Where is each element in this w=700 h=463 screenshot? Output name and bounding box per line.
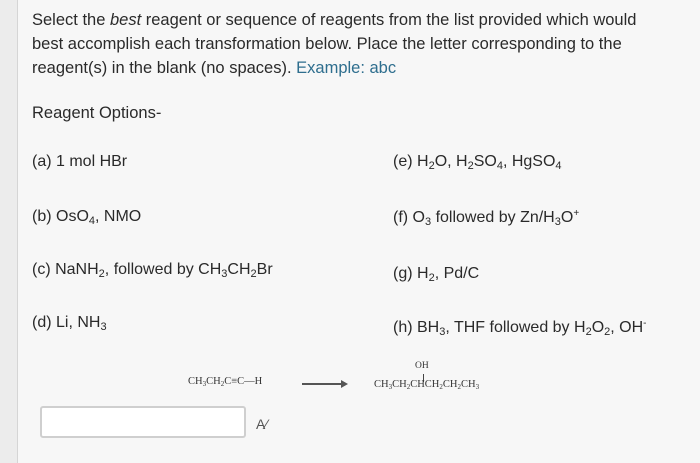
spellcheck-icon[interactable]: A⁄ [256,416,268,432]
option-a: (a) 1 mol HBr [32,153,128,170]
option-b: (b) OsO$_4$, NMO [32,208,142,227]
option-c: (c) NaNH$_2$, followed by $CH_3CH_2Br$ [32,261,273,280]
answer-input[interactable] [40,406,246,438]
product-structure: $CH_3CH_2CHCH_2CH_2CH_3$ [374,379,480,391]
product-oh-label: OH [415,361,429,371]
question-text: Select the best reagent or sequence of reagents from the list provided which would best accomplish each transformation below. Place the letter corresponding to the reagent(s) in the blank (no spaces). Example: abc [32,11,637,77]
reactant-structure: $CH_3CH_2C\equiv C—H$ [188,376,263,388]
reaction-arrow [302,383,346,385]
options-heading: Reagent Options- [32,104,162,122]
option-f: (f) $O_3$ followed by $Zn/H_3O^+$ [393,208,580,228]
option-h: (h) $BH_3$, THF followed by $H_2O_2$, OH- [393,318,647,338]
option-d: (d) Li, $NH_3$ [32,314,107,333]
option-g: (g) $H_2$, Pd/C [393,265,480,284]
option-e: (e) $H_2O$, $H_2SO_4$, HgSO$_4$ [393,153,562,172]
